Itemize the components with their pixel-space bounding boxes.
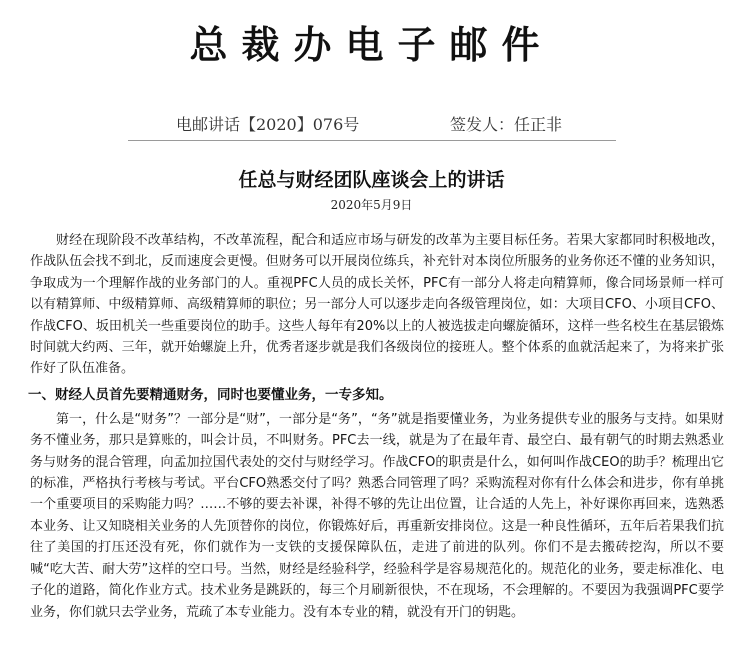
masthead-title: 总裁办电子邮件 [189,23,554,67]
header-divider [128,140,616,141]
section-heading-1: 一、财经人员首先要精通财务，同时也要懂业务，一专多知。 [28,386,393,403]
sender-line: 签发人：任正非 [450,115,563,134]
document-date: 2020年5月9日 [330,198,413,212]
body-paragraph-intro: 财经在现阶段不改革结构，不改革流程，配合和适应市场与研发的改革为主要目标任务。若果大家都同时积极地改，作战队伍会找不到北，反而速度会更慢。但财务可以开展岗位练兵，补充针对本岗位所服务的业务你还不懂的业务知识，争取成为一个理解作战的业务部门的人。重视PFC人员的成长关怀，PFC有一部分人将走向精算师，像合同场景师一样可以有精算师、中级精算师、高级精算师的职位；另一部分人可以逐步走向各级管理岗位，如：大项目CFO、小项目CFO、作战CFO、坂田机关一些重要岗位的助手。这些人每年有20%以上的人被选拔走向螺旋循环，这样一些名校生在基层锻炼时间就大约两、三年，就开始螺旋上升，优秀者逐步就是我们各级岗位的接班人。整个体系的血就活起来了，为将来扩张作好了队伍准备。 [30,233,724,377]
document-title: 任总与财经团队座谈会上的讲话 [238,169,505,191]
body-paragraph-section-1: 第一，什么是“财务”？一部分是“财”，一部分是“务”，“务”就是指要懂业务，为业务提供专业的服务与支持。如果财务不懂业务，那只是算账的，叫会计员，不叫财务。PFC去一线，就是为了在最年青、最空白、最有朝气的时期去熟悉业务与财务的混合管理，向孟加拉国代表处的交付与财经学习。作战CFO的职责是什么，如何叫作战CEO的助手？梳理出它的标准，严格执行考核与考试。平台CFO熟悉交付了吗？熟悉合同管理了吗？采购流程对你有什么体会和进步，你有单挑一个重要项目的采购能力吗？……不够的要去补课，补得不够的先让出位置，让合适的人先上，补好课你再回来，选熟悉本业务、让又知晓相关业务的人先顶替你的岗位，你锻炼好后，再重新安排岗位。这是一种良性循环，五年后若果我们抗往了美国的打压还没有死，你们就作为一支铁的支援保障队伍，走进了前进的队列。你们不是去搬砖挖沟，所以不要喊“吃大苦、耐大劳”这样的空口号。当然，财经是经验科学，经验科学是容易规范化的。规范化的业务，要走标准化、电子化的道路，简化作业方式。技术业务是跳跃的，每三个月刷新很快，不在现场，不会理解的。不要因为我强调PFC要学业务，你们就只去学业务，荒疏了本专业能力。没有本专业的精，就没有开门的钥匙。 [30,411,724,620]
reference-number: 电邮讲话【2020】076号 [176,115,360,134]
document-body [30,230,724,623]
